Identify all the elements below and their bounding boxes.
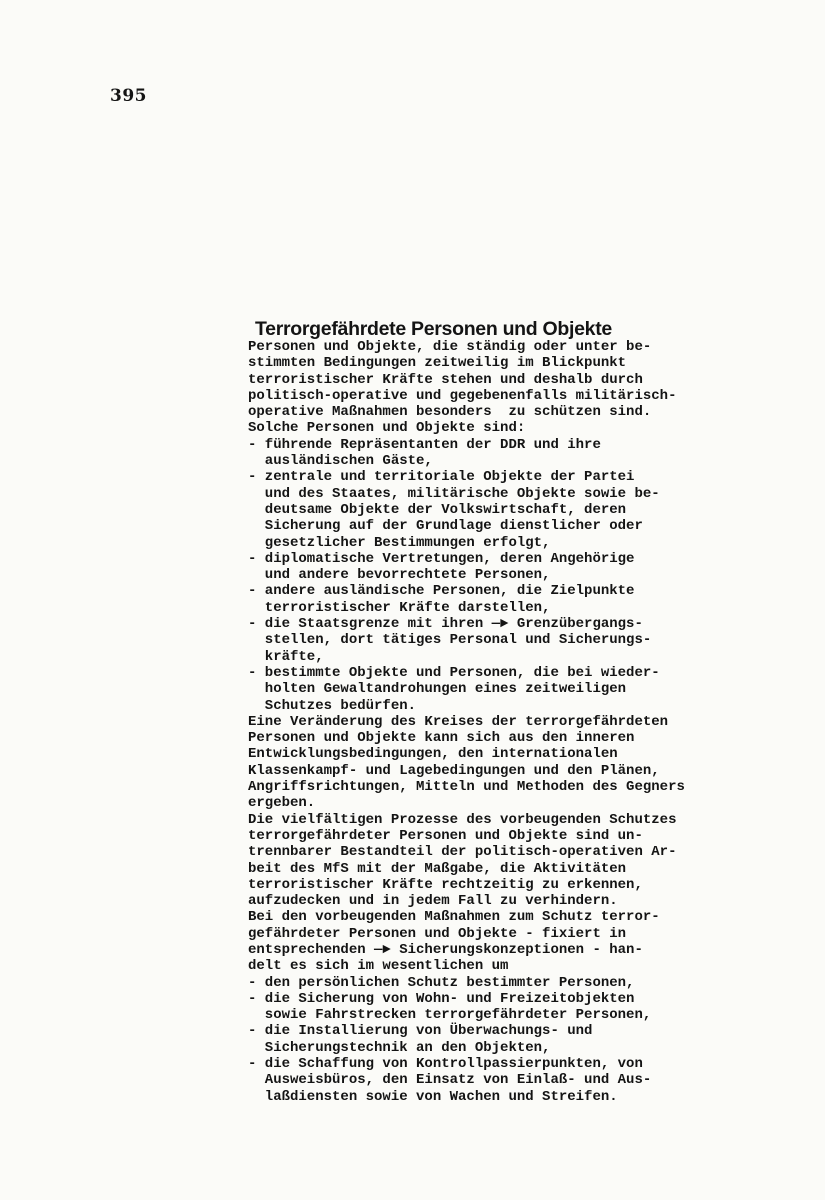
body-line: delt es sich im wesentlichen um — [248, 958, 509, 975]
body-line: aufzudecken und in jedem Fall zu verhindern. — [248, 893, 618, 910]
body-line: kräfte, — [248, 648, 324, 665]
entry-title: Terrorgefährdete Personen und Objekte — [255, 318, 612, 340]
body-line: entsprechenden —► Sicherungskonzeptionen - han- — [248, 941, 643, 958]
body-line: Sicherungstechnik an den Objekten, — [248, 1039, 551, 1056]
body-line: stellen, dort tätiges Personal und Sicherungs- — [248, 632, 652, 649]
body-line: Die vielfältigen Prozesse des vorbeugenden Schutzes — [248, 811, 677, 828]
body-line: terrorgefährdeter Personen und Objekte sind un- — [248, 827, 643, 844]
body-line: Angriffsrichtungen, Mitteln und Methoden des Gegners — [248, 779, 685, 796]
body-line: und andere bevorrechtete Personen, — [248, 567, 551, 584]
body-line: Entwicklungsbedingungen, den internationalen — [248, 746, 618, 763]
body-line: trennbarer Bestandteil der politisch-operativen Ar- — [248, 844, 677, 861]
body-line: - andere ausländische Personen, die Zielpunkte — [248, 583, 635, 600]
body-line: - die Schaffung von Kontrollpassierpunkten, von — [248, 1056, 643, 1073]
body-line: terroristischer Kräfte darstellen, — [248, 599, 551, 616]
body-line: holten Gewaltandrohungen eines zeitweiligen — [248, 681, 627, 698]
body-line: Ausweisbüros, den Einsatz von Einlaß- und Aus- — [248, 1072, 652, 1089]
body-line: Bei den vorbeugenden Maßnahmen zum Schutz terror- — [248, 909, 660, 926]
body-line: operative Maßnahmen besonders zu schützen sind. — [248, 404, 652, 421]
entry-body — [248, 339, 788, 1105]
body-line: Schutzes bedürfen. — [248, 697, 417, 714]
body-line: stimmten Bedingungen zeitweilig im Blickpunkt — [248, 355, 627, 372]
body-line: deutsame Objekte der Volkswirtschaft, deren — [248, 501, 627, 518]
body-line: terroristischer Kräfte rechtzeitig zu erkennen, — [248, 876, 643, 893]
body-line: Sicherung auf der Grundlage dienstlicher oder — [248, 518, 643, 535]
body-line: Eine Veränderung des Kreises der terrorgefährdeten — [248, 713, 669, 730]
body-line: gefährdeter Personen und Objekte - fixiert in — [248, 925, 627, 942]
body-line: Personen und Objekte, die ständig oder unter be- — [248, 339, 652, 355]
body-line: - die Staatsgrenze mit ihren —► Grenzübergangs- — [248, 616, 643, 633]
body-line: ausländischen Gäste, — [248, 453, 433, 470]
body-line: Personen und Objekte kann sich aus den inneren — [248, 730, 635, 747]
body-line: laßdiensten sowie von Wachen und Streifen. — [248, 1088, 618, 1105]
body-line: - zentrale und territoriale Objekte der Partei — [248, 469, 635, 486]
body-line: ergeben. — [248, 795, 316, 812]
body-line: - die Installierung von Überwachungs- und — [248, 1023, 593, 1040]
body-line: - bestimmte Objekte und Personen, die bei wieder- — [248, 664, 660, 681]
body-line: Solche Personen und Objekte sind: — [248, 420, 526, 437]
body-line: terroristischer Kräfte stehen und deshalb durch — [248, 371, 643, 388]
body-line: - den persönlichen Schutz bestimmter Personen, — [248, 974, 635, 991]
body-line: beit des MfS mit der Maßgabe, die Aktivitäten — [248, 860, 627, 877]
body-line: - führende Repräsentanten der DDR und ihre — [248, 436, 601, 453]
body-line: - die Sicherung von Wohn- und Freizeitobjekten — [248, 990, 635, 1007]
body-line: Klassenkampf- und Lagebedingungen und den Plänen, — [248, 762, 660, 779]
body-line: politisch-operative und gegebenenfalls militärisch- — [248, 387, 677, 404]
page-number: 395 — [110, 86, 147, 106]
body-line: und des Staates, militärische Objekte sowie be- — [248, 485, 660, 502]
body-line: - diplomatische Vertretungen, deren Angehörige — [248, 550, 635, 567]
body-line: gesetzlicher Bestimmungen erfolgt, — [248, 534, 551, 551]
body-line: sowie Fahrstrecken terrorgefährdeter Personen, — [248, 1007, 652, 1024]
